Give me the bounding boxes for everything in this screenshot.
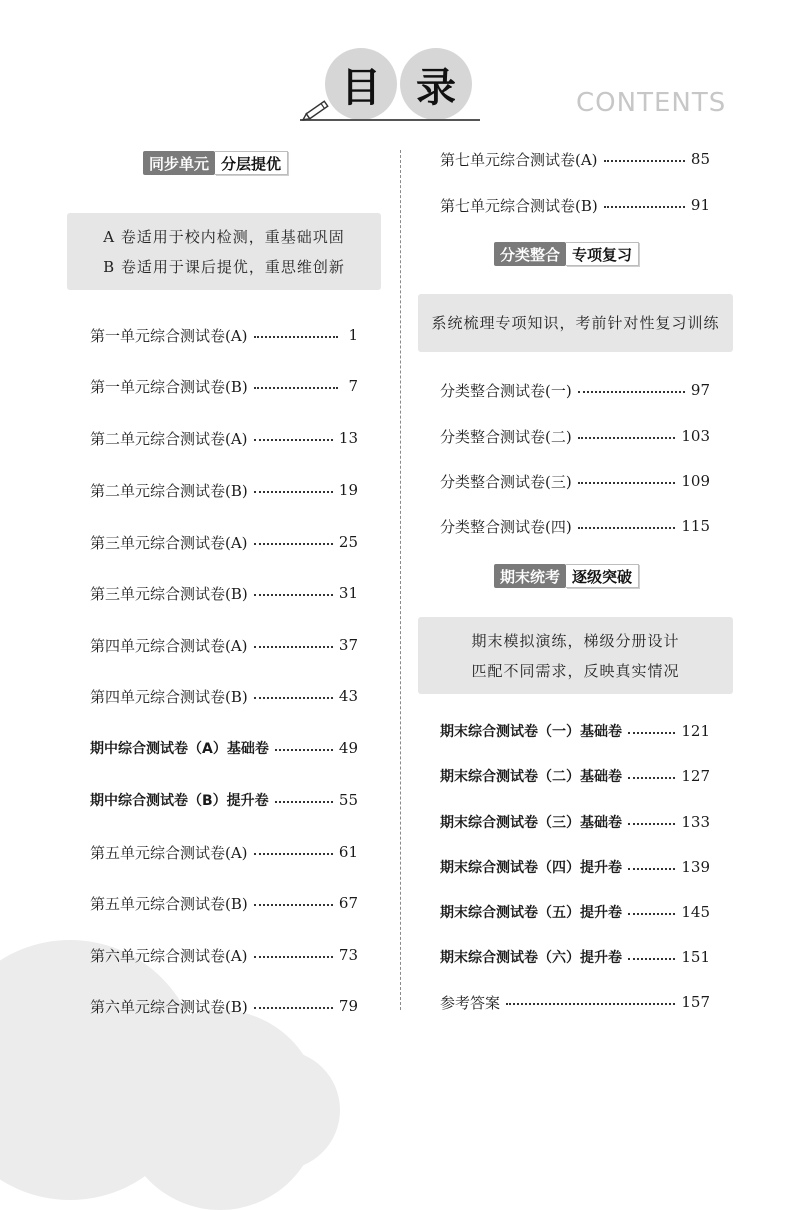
- toc-entry-answers[interactable]: [440, 990, 710, 1014]
- dot-leader: [604, 160, 685, 162]
- entry-title: 分类整合测试卷(二): [440, 427, 572, 446]
- toc-entry[interactable]: [440, 424, 710, 448]
- note-line: B 卷适用于课后提优，重思维创新: [103, 257, 345, 276]
- dot-leader: [578, 391, 685, 393]
- dot-leader: [254, 543, 333, 545]
- note-line: 匹配不同需求，反映真实情况: [471, 661, 680, 680]
- dot-leader: [628, 913, 675, 915]
- dot-leader: [254, 336, 338, 338]
- dot-leader: [275, 801, 333, 803]
- dot-leader: [628, 823, 675, 825]
- entry-title: 期末综合测试卷（六）提升卷: [440, 950, 622, 966]
- dot-leader: [628, 777, 675, 779]
- dot-leader: [254, 697, 333, 699]
- page-number: 145: [681, 903, 710, 921]
- page-number: 85: [690, 150, 710, 168]
- toc-entry[interactable]: [90, 478, 358, 502]
- page-number: 151: [681, 948, 710, 966]
- column-divider: [400, 150, 401, 1010]
- page-number: 55: [338, 791, 358, 809]
- entry-title: 第三单元综合测试卷(B): [90, 584, 248, 603]
- page-number: 13: [338, 429, 358, 447]
- page-number: 1: [348, 326, 358, 344]
- dot-leader: [578, 527, 676, 529]
- toc-entry[interactable]: [440, 147, 710, 171]
- entry-title: 期末综合测试卷（三）基础卷: [440, 815, 622, 831]
- note-line: 期末模拟演练，梯级分册设计: [471, 631, 680, 650]
- page-number: 103: [681, 427, 710, 445]
- page-number: 67: [338, 894, 358, 912]
- note-line: 系统梳理专项知识，考前针对性复习训练: [431, 314, 720, 332]
- entry-title: 第四单元综合测试卷(A): [90, 636, 248, 655]
- page-number: 61: [338, 843, 358, 861]
- toc-entry[interactable]: [440, 378, 710, 402]
- pencil-icon: [300, 98, 334, 122]
- page-number: 133: [681, 813, 710, 831]
- entry-title: 第一单元综合测试卷(B): [90, 377, 248, 396]
- page-number: 25: [338, 533, 358, 551]
- entry-title: 第七单元综合测试卷(A): [440, 150, 598, 169]
- toc-entry[interactable]: [90, 323, 358, 347]
- toc-entry[interactable]: [90, 736, 358, 760]
- dot-leader: [254, 594, 333, 596]
- dot-leader: [254, 646, 333, 648]
- toc-entry[interactable]: [440, 900, 710, 924]
- page-number: 127: [681, 767, 710, 785]
- page-number: 31: [338, 584, 358, 602]
- dot-leader: [578, 437, 676, 439]
- entry-title: 第二单元综合测试卷(B): [90, 481, 248, 500]
- contents-word: CONTENTS: [576, 88, 727, 118]
- toc-entry[interactable]: [90, 633, 358, 657]
- page-number: 139: [681, 858, 710, 876]
- section-header-classified-review: [494, 242, 639, 266]
- entry-title: 第五单元综合测试卷(A): [90, 843, 248, 862]
- toc-entry[interactable]: [90, 426, 358, 450]
- toc-entry[interactable]: [440, 469, 710, 493]
- page-number: 19: [338, 481, 358, 499]
- page-number: 97: [690, 381, 710, 399]
- entry-title: 分类整合测试卷(一): [440, 381, 572, 400]
- entry-title: 第七单元综合测试卷(B): [440, 196, 598, 215]
- dot-leader: [254, 956, 333, 958]
- toc-entry[interactable]: [440, 945, 710, 969]
- section-subtitle: 专项复习: [566, 242, 639, 266]
- page-number: 79: [338, 997, 358, 1015]
- dot-leader: [254, 904, 333, 906]
- dot-leader: [254, 439, 333, 441]
- entry-title: 参考答案: [440, 993, 501, 1012]
- toc-entry[interactable]: [90, 994, 358, 1018]
- page-number: 43: [338, 687, 358, 705]
- toc-entry[interactable]: [440, 764, 710, 788]
- entry-title: 期中综合测试卷（A）基础卷: [90, 741, 269, 757]
- entry-title: 分类整合测试卷(三): [440, 472, 572, 491]
- page-number: 37: [338, 636, 358, 654]
- note-line: A 卷适用于校内检测，重基础巩固: [103, 227, 345, 246]
- dot-leader: [628, 732, 675, 734]
- toc-entry[interactable]: [90, 684, 358, 708]
- section-header-sync-units: [143, 151, 288, 175]
- page-number: 49: [338, 739, 358, 757]
- entry-title: 期末综合测试卷（四）提升卷: [440, 860, 622, 876]
- page-number: 91: [690, 196, 710, 214]
- page-number: 7: [348, 377, 358, 395]
- toc-entry[interactable]: [440, 719, 710, 743]
- note-box-final-exam: [418, 617, 733, 694]
- dot-leader: [506, 1003, 675, 1005]
- toc-entry[interactable]: [90, 530, 358, 554]
- title-char-2: 录: [400, 48, 472, 120]
- toc-entry[interactable]: [90, 840, 358, 864]
- dot-leader: [254, 1007, 333, 1009]
- page-number: 73: [338, 946, 358, 964]
- dot-leader: [254, 853, 333, 855]
- toc-entry[interactable]: [90, 374, 358, 398]
- toc-entry[interactable]: [440, 193, 710, 217]
- dot-leader: [628, 958, 675, 960]
- dot-leader: [275, 749, 333, 751]
- dot-leader: [628, 868, 675, 870]
- note-box-sync-units: [67, 213, 381, 290]
- entry-title: 期末综合测试卷（一）基础卷: [440, 724, 622, 740]
- entry-title: 第二单元综合测试卷(A): [90, 429, 248, 448]
- section-subtitle: 分层提优: [215, 151, 288, 175]
- entry-title: 第三单元综合测试卷(A): [90, 533, 248, 552]
- entry-title: 第六单元综合测试卷(B): [90, 997, 248, 1016]
- entry-title: 期末综合测试卷（五）提升卷: [440, 905, 622, 921]
- toc-title: [300, 48, 480, 128]
- title-char-1: 目: [325, 48, 397, 120]
- entry-title: 第一单元综合测试卷(A): [90, 326, 248, 345]
- note-box-classified-review: [418, 294, 733, 352]
- section-subtitle: 逐级突破: [566, 564, 639, 588]
- toc-entry[interactable]: [90, 891, 358, 915]
- section-tag: 同步单元: [143, 151, 215, 175]
- cloud-decoration: [0, 1050, 340, 1170]
- page-number: 115: [681, 517, 710, 535]
- section-header-final-exam: [494, 564, 639, 588]
- toc-entry[interactable]: [90, 788, 358, 812]
- dot-leader: [604, 206, 685, 208]
- toc-entry[interactable]: [90, 943, 358, 967]
- toc-entry[interactable]: [440, 514, 710, 538]
- entry-title: 第五单元综合测试卷(B): [90, 894, 248, 913]
- entry-title: 第六单元综合测试卷(A): [90, 946, 248, 965]
- page-number: 157: [681, 993, 710, 1011]
- section-tag: 分类整合: [494, 242, 566, 266]
- dot-leader: [578, 482, 676, 484]
- page-number: 121: [681, 722, 710, 740]
- entry-title: 期中综合测试卷（B）提升卷: [90, 793, 269, 809]
- toc-entry[interactable]: [440, 810, 710, 834]
- entry-title: 第四单元综合测试卷(B): [90, 687, 248, 706]
- page-number: 109: [681, 472, 710, 490]
- entry-title: 分类整合测试卷(四): [440, 517, 572, 536]
- section-tag: 期末统考: [494, 564, 566, 588]
- dot-leader: [254, 387, 338, 389]
- toc-entry[interactable]: [90, 581, 358, 605]
- entry-title: 期末综合测试卷（二）基础卷: [440, 769, 622, 785]
- toc-entry[interactable]: [440, 855, 710, 879]
- dot-leader: [254, 491, 333, 493]
